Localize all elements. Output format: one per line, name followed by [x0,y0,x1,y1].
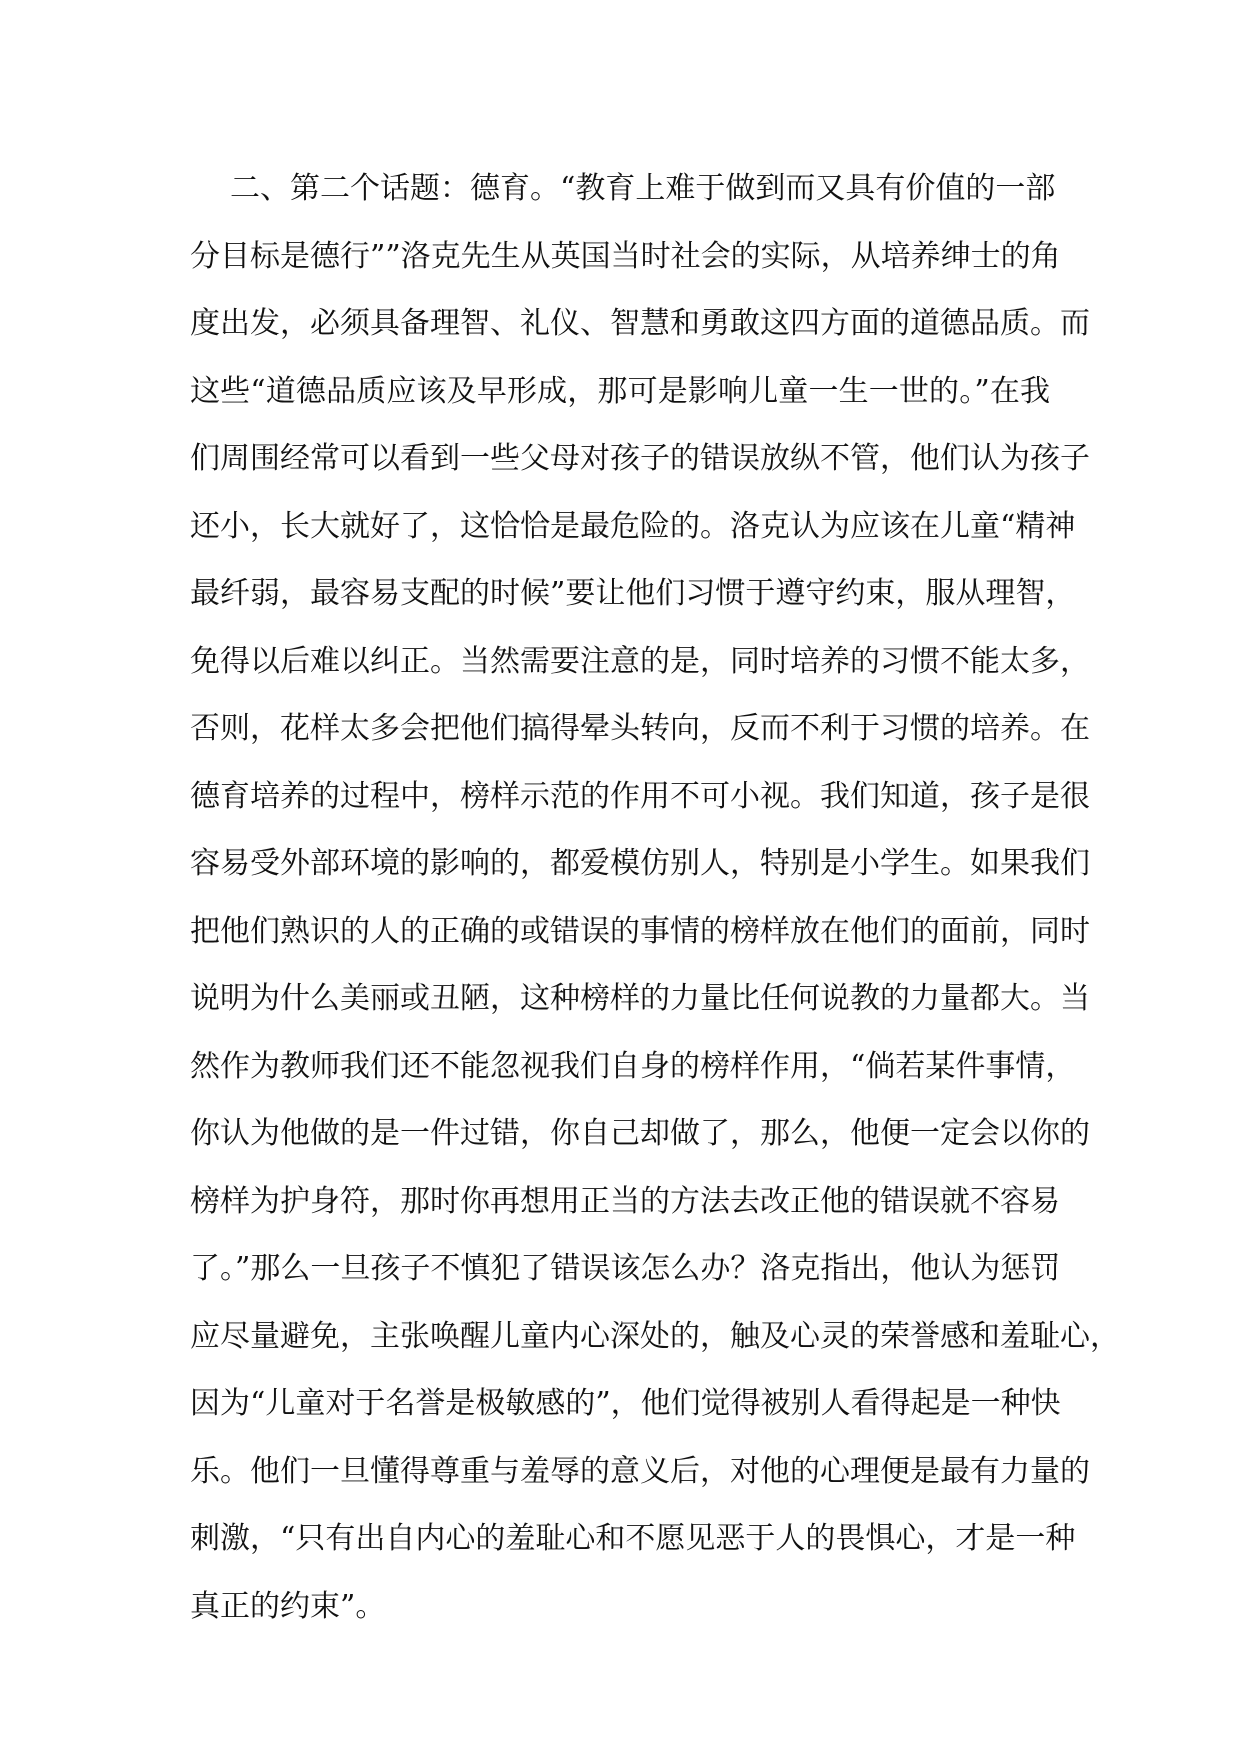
paragraph-line: 榜样为护身符，那时你再想用正当的方法去改正他的错误就不容易 [190,1183,1060,1219]
paragraph-line: 分目标是德行””洛克先生从英国当时社会的实际，从培养绅士的角 [190,238,1061,274]
paragraph-line: 免得以后难以纠正。当然需要注意的是，同时培养的习惯不能太多， [190,643,1090,679]
paragraph-line: 乐。他们一旦懂得尊重与羞辱的意义后，对他的心理便是最有力量的 [190,1453,1090,1489]
paragraph-line: 们周围经常可以看到一些父母对孩子的错误放纵不管，他们认为孩子 [190,441,1090,476]
paragraph-line: 然作为教师我们还不能忽视我们自身的榜样作用，“倘若某件事情， [190,1048,1076,1084]
paragraph-line: 最纤弱，最容易支配的时候”要让他们习惯于遵守约束，服从理智， [190,576,1076,611]
paragraph-line: 因为“儿童对于名誉是极敏感的”，他们觉得被别人看得起是一种快 [190,1386,1061,1421]
paragraph-line: 你认为他做的是一件过错，你自己却做了，那么，他便一定会以你的 [190,1116,1090,1151]
paragraph-line: 这些“道德品质应该及早形成，那可是影响儿童一生一世的。”在我 [190,373,1050,409]
paragraph-line: 应尽量避免，主张唤醒儿童内心深处的，触及心灵的荣誉感和羞耻心， [190,1318,1120,1354]
paragraph-line: 说明为什么美丽或丑陋，这种榜样的力量比任何说教的力量都大。当 [190,981,1090,1016]
paragraph-line: 把他们熟识的人的正确的或错误的事情的榜样放在他们的面前，同时 [190,913,1090,949]
paragraph-line: 否则，花样太多会把他们搞得晕头转向，反而不利于习惯的培养。在 [190,711,1090,746]
paragraph-line: 德育培养的过程中，榜样示范的作用不可小视。我们知道，孩子是很 [190,778,1090,814]
paragraph-line: 还小，长大就好了，这恰恰是最危险的。洛克认为应该在儿童“精神 [190,508,1076,544]
paragraph-line: 真正的约束”。 [190,1588,386,1624]
paragraph-line: 了。”那么一旦孩子不慎犯了错误该怎么办？洛克指出，他认为惩罚 [190,1251,1061,1286]
paragraph-line: 容易受外部环境的影响的，都爱模仿别人，特别是小学生。如果我们 [190,846,1090,881]
body-paragraph [190,155,1120,1640]
paragraph-line: 二、第二个话题：德育。“教育上难于做到而又具有价值的一部 [230,171,1056,206]
paragraph-line: 度出发，必须具备理智、礼仪、智慧和勇敢这四方面的道德品质。而 [190,306,1090,341]
paragraph-line: 刺激，“只有出自内心的羞耻心和不愿见恶于人的畏惧心，才是一种 [190,1521,1076,1556]
